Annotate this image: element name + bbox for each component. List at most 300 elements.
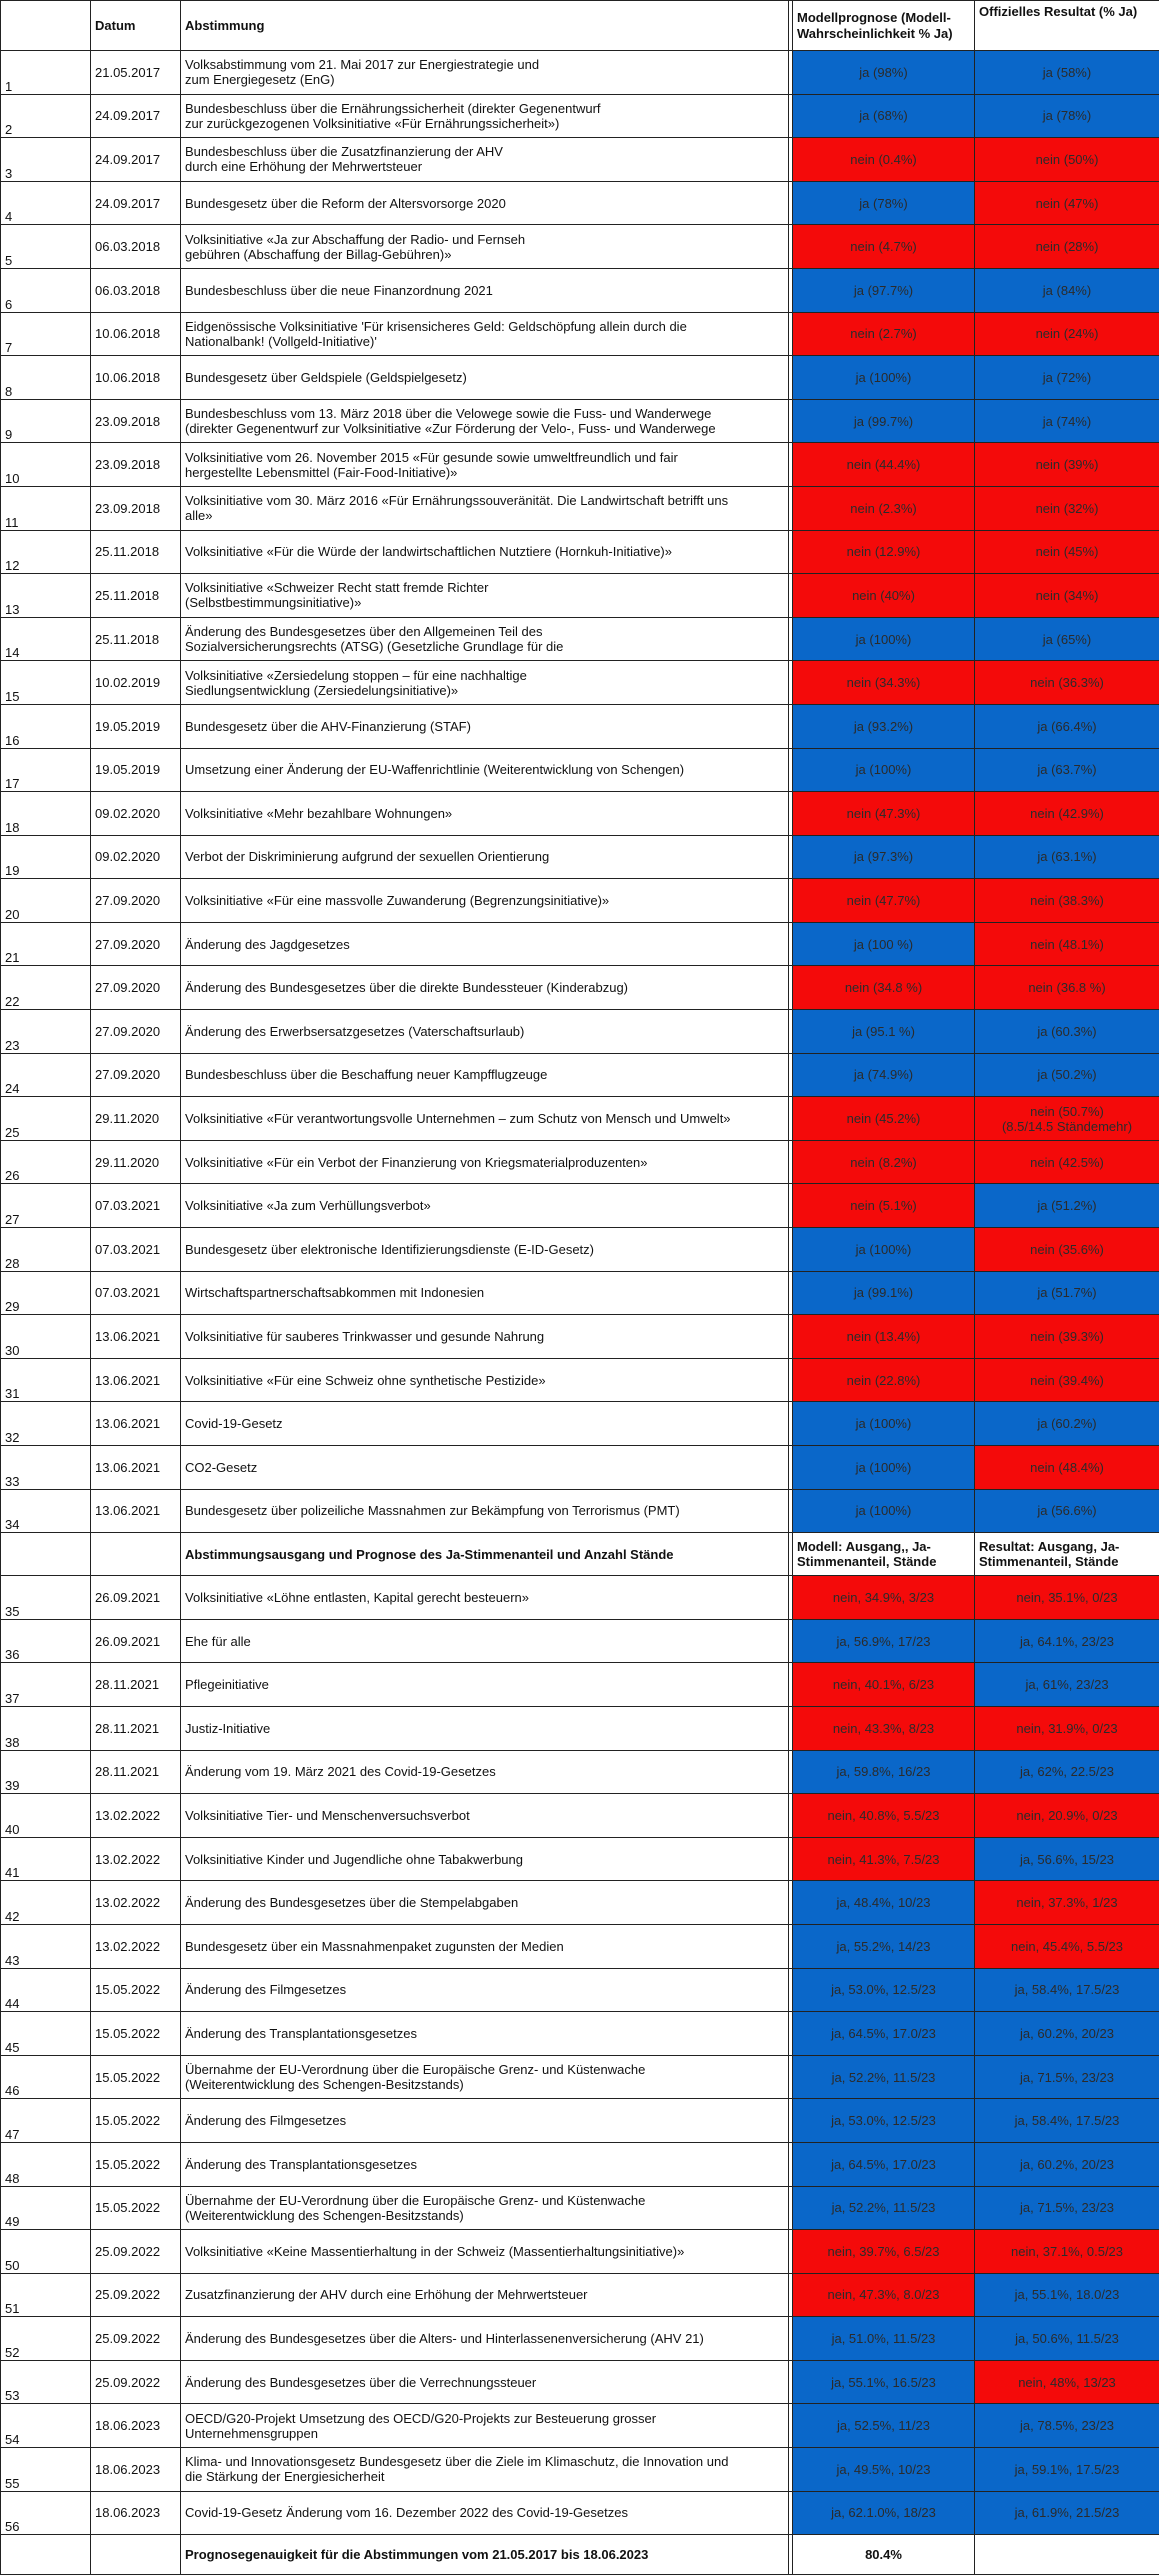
row-title: Volksinitiative «Für ein Verbot der Finanzierung von Kriegsmaterialproduzenten»: [181, 1140, 789, 1184]
row-date: 28.11.2021: [91, 1663, 181, 1707]
section-header-date: [91, 1533, 181, 1576]
table-row: [1, 1881, 1159, 1925]
footer-empty: [975, 2535, 1159, 2575]
table-row: [1, 1315, 1159, 1359]
row-title: Umsetzung einer Änderung der EU-Waffenrichtlinie (Weiterentwicklung von Schengen): [181, 748, 789, 792]
model-prediction: ja, 51.0%, 11.5/23: [793, 2317, 975, 2361]
row-date: 13.06.2021: [91, 1315, 181, 1359]
row-number: 12: [1, 530, 91, 574]
official-result: ja (51.7%): [975, 1271, 1159, 1315]
row-title: Volksinitiative «Für eine Schweiz ohne synthetische Pestizide»: [181, 1358, 789, 1402]
row-title: Änderung des Filmgesetzes: [181, 1968, 789, 2012]
header-resultat: Offizielles Resultat (% Ja): [975, 1, 1159, 51]
official-result: nein (47%): [975, 181, 1159, 225]
table-row: [1, 835, 1159, 879]
row-date: 10.06.2018: [91, 312, 181, 356]
model-prediction: nein (12.9%): [793, 530, 975, 574]
official-result: nein (24%): [975, 312, 1159, 356]
official-result: nein (48.1%): [975, 922, 1159, 966]
table-row: [1, 1968, 1159, 2012]
official-result: ja (60.3%): [975, 1010, 1159, 1054]
row-title: Volksinitiative «Ja zum Verhüllungsverbot»: [181, 1184, 789, 1228]
official-result: nein (35.6%): [975, 1228, 1159, 1272]
row-date: 26.09.2021: [91, 1619, 181, 1663]
model-prediction: ja, 48.4%, 10/23: [793, 1881, 975, 1925]
row-title: Bundesbeschluss vom 13. März 2018 über die Velowege sowie die Fuss- und Wanderwege (direkter Gegenentwurf zur Volksinitiative «Zur Förderung der Velo-, Fuss- und Wanderwege: [181, 399, 789, 443]
model-prediction: ja, 53.0%, 12.5/23: [793, 2099, 975, 2143]
row-number: 38: [1, 1706, 91, 1750]
row-number: 7: [1, 312, 91, 356]
official-result: nein, 37.3%, 1/23: [975, 1881, 1159, 1925]
row-number: 32: [1, 1402, 91, 1446]
model-prediction: ja (99.1%): [793, 1271, 975, 1315]
row-title: Volksabstimmung vom 21. Mai 2017 zur Energiestrategie und zum Energiegesetz (EnG): [181, 51, 789, 95]
official-result: ja, 60.2%, 20/23: [975, 2012, 1159, 2056]
row-date: 28.11.2021: [91, 1706, 181, 1750]
header-modellprognose: Modellprognose (Modell-Wahrscheinlichkeit % Ja): [793, 1, 975, 51]
table-row: [1, 2273, 1159, 2317]
row-date: 06.03.2018: [91, 268, 181, 312]
official-result: ja, 62%, 22.5/23: [975, 1750, 1159, 1794]
official-result: nein, 48%, 13/23: [975, 2360, 1159, 2404]
row-date: 27.09.2020: [91, 1053, 181, 1097]
row-date: 25.09.2022: [91, 2360, 181, 2404]
section-header-number: [1, 1533, 91, 1576]
row-date: 26.09.2021: [91, 1576, 181, 1620]
model-prediction: nein, 41.3%, 7.5/23: [793, 1837, 975, 1881]
row-date: 10.06.2018: [91, 356, 181, 400]
table-row: [1, 312, 1159, 356]
row-title: Bundesbeschluss über die Ernährungssicherheit (direkter Gegenentwurf zur zurückgezogenen Volksinitiative «Für Ernährungssicherheit»): [181, 94, 789, 138]
table-row: [1, 1053, 1159, 1097]
table-row: [1, 1576, 1159, 1620]
official-result: ja (72%): [975, 356, 1159, 400]
row-number: 19: [1, 835, 91, 879]
row-number: 27: [1, 1184, 91, 1228]
table-row: [1, 1097, 1159, 1141]
official-result: nein (48.4%): [975, 1446, 1159, 1490]
official-result: nein, 45.4%, 5.5/23: [975, 1924, 1159, 1968]
model-prediction: ja, 49.5%, 10/23: [793, 2448, 975, 2492]
header-abstimmung: Abstimmung: [181, 1, 789, 51]
table-row: [1, 356, 1159, 400]
table-row: [1, 617, 1159, 661]
official-result: ja, 61.9%, 21.5/23: [975, 2491, 1159, 2535]
header-datum: Datum: [91, 1, 181, 51]
official-result: nein, 37.1%, 0.5/23: [975, 2230, 1159, 2274]
table-row: [1, 922, 1159, 966]
row-title: Volksinitiative Tier- und Menschenversuchsverbot: [181, 1794, 789, 1838]
row-number: 30: [1, 1315, 91, 1359]
row-title: Änderung des Bundesgesetzes über den Allgemeinen Teil des Sozialversicherungsrechts (ATSG) (Gesetzliche Grundlage für die: [181, 617, 789, 661]
header-number-cell: [1, 1, 91, 51]
row-title: Zusatzfinanzierung der AHV durch eine Erhöhung der Mehrwertsteuer: [181, 2273, 789, 2317]
official-result: ja (58%): [975, 51, 1159, 95]
row-title: Änderung des Jagdgesetzes: [181, 922, 789, 966]
row-date: 13.06.2021: [91, 1358, 181, 1402]
model-prediction: ja (100%): [793, 356, 975, 400]
table-row: [1, 2142, 1159, 2186]
official-result: ja (84%): [975, 268, 1159, 312]
row-date: 25.09.2022: [91, 2317, 181, 2361]
row-date: 19.05.2019: [91, 748, 181, 792]
row-number: 5: [1, 225, 91, 269]
row-date: 21.05.2017: [91, 51, 181, 95]
row-number: 51: [1, 2273, 91, 2317]
footer-label: Prognosegenauigkeit für die Abstimmungen vom 21.05.2017 bis 18.06.2023: [181, 2535, 789, 2575]
official-result: ja, 71.5%, 23/23: [975, 2055, 1159, 2099]
row-title: Bundesbeschluss über die Beschaffung neuer Kampfflugzeuge: [181, 1053, 789, 1097]
model-prediction: nein (45.2%): [793, 1097, 975, 1141]
model-prediction: ja, 55.2%, 14/23: [793, 1924, 975, 1968]
model-prediction: ja (95.1 %): [793, 1010, 975, 1054]
row-number: 17: [1, 748, 91, 792]
model-prediction: nein (40%): [793, 574, 975, 618]
table-row: [1, 1706, 1159, 1750]
official-result: ja (63.1%): [975, 835, 1159, 879]
official-result: ja (50.2%): [975, 1053, 1159, 1097]
row-number: 15: [1, 661, 91, 705]
row-number: 4: [1, 181, 91, 225]
section-header-abstimmung: Abstimmungsausgang und Prognose des Ja-Stimmenanteil und Anzahl Stände: [181, 1533, 789, 1576]
row-number: 31: [1, 1358, 91, 1402]
row-title: Volksinitiative «Für die Würde der landwirtschaftlichen Nutztiere (Hornkuh-Initiative)»: [181, 530, 789, 574]
model-prediction: ja (74.9%): [793, 1053, 975, 1097]
model-prediction: ja (78%): [793, 181, 975, 225]
row-date: 24.09.2017: [91, 181, 181, 225]
table-row: [1, 661, 1159, 705]
model-prediction: nein (34.3%): [793, 661, 975, 705]
official-result: ja (65%): [975, 617, 1159, 661]
section-header-row: [1, 1533, 1159, 1576]
model-prediction: nein, 43.3%, 8/23: [793, 1706, 975, 1750]
official-result: nein, 35.1%, 0/23: [975, 1576, 1159, 1620]
row-title: Bundesgesetz über ein Massnahmenpaket zugunsten der Medien: [181, 1924, 789, 1968]
row-title: Bundesgesetz über Geldspiele (Geldspielgesetz): [181, 356, 789, 400]
table-row: [1, 1010, 1159, 1054]
row-title: Änderung des Bundesgesetzes über die Alters- und Hinterlassenenversicherung (AHV 21): [181, 2317, 789, 2361]
table-row: [1, 1924, 1159, 1968]
table-row: [1, 1228, 1159, 1272]
model-prediction: ja (100%): [793, 1489, 975, 1533]
row-title: Eidgenössische Volksinitiative 'Für krisensicheres Geld: Geldschöpfung allein durch die Nationalbank! (Vollgeld-Initiative)': [181, 312, 789, 356]
official-result: nein (45%): [975, 530, 1159, 574]
model-prediction: ja (98%): [793, 51, 975, 95]
row-date: 24.09.2017: [91, 138, 181, 182]
row-date: 25.09.2022: [91, 2230, 181, 2274]
row-date: 27.09.2020: [91, 879, 181, 923]
table-row: [1, 138, 1159, 182]
model-prediction: nein (2.7%): [793, 312, 975, 356]
table-row: [1, 2099, 1159, 2143]
model-prediction: ja, 56.9%, 17/23: [793, 1619, 975, 1663]
table-row: [1, 51, 1159, 95]
official-result: nein (42.5%): [975, 1140, 1159, 1184]
row-date: 27.09.2020: [91, 922, 181, 966]
row-date: 13.02.2022: [91, 1794, 181, 1838]
row-title: Bundesgesetz über elektronische Identifizierungsdienste (E-ID-Gesetz): [181, 1228, 789, 1272]
row-number: 40: [1, 1794, 91, 1838]
row-number: 28: [1, 1228, 91, 1272]
row-number: 8: [1, 356, 91, 400]
row-title: Übernahme der EU-Verordnung über die Europäische Grenz- und Küstenwache (Weiterentwicklung des Schengen-Besitzstands): [181, 2055, 789, 2099]
row-title: Änderung des Erwerbsersatzgesetzes (Vaterschaftsurlaub): [181, 1010, 789, 1054]
row-date: 29.11.2020: [91, 1140, 181, 1184]
row-number: 48: [1, 2142, 91, 2186]
row-date: 27.09.2020: [91, 1010, 181, 1054]
row-number: 43: [1, 1924, 91, 1968]
official-result: ja, 59.1%, 17.5/23: [975, 2448, 1159, 2492]
table-row: [1, 2491, 1159, 2535]
section-header-resultat: Resultat: Ausgang, Ja-Stimmenanteil, Stände: [975, 1533, 1159, 1576]
row-title: Volksinitiative «Keine Massentierhaltung in der Schweiz (Massentierhaltungsinitiative)»: [181, 2230, 789, 2274]
row-title: Justiz-Initiative: [181, 1706, 789, 1750]
row-title: Änderung des Bundesgesetzes über die Verrechnungssteuer: [181, 2360, 789, 2404]
row-number: 35: [1, 1576, 91, 1620]
table-header-row: [1, 1, 1159, 51]
table-row: [1, 2012, 1159, 2056]
model-prediction: nein (8.2%): [793, 1140, 975, 1184]
official-result: nein (32%): [975, 486, 1159, 530]
row-number: 24: [1, 1053, 91, 1097]
table-row: [1, 268, 1159, 312]
official-result: ja (56.6%): [975, 1489, 1159, 1533]
row-title: OECD/G20-Projekt Umsetzung des OECD/G20-Projekts zur Besteuerung grosser Unternehmensgruppen: [181, 2404, 789, 2448]
row-title: Volksinitiative vom 26. November 2015 «Für gesunde sowie umweltfreundlich und fair hergestellte Lebensmittel (Fair-Food-Initiative)»: [181, 443, 789, 487]
row-number: 23: [1, 1010, 91, 1054]
model-prediction: ja (97.7%): [793, 268, 975, 312]
official-result: ja, 58.4%, 17.5/23: [975, 2099, 1159, 2143]
row-date: 24.09.2017: [91, 94, 181, 138]
row-number: 9: [1, 399, 91, 443]
official-result: nein (36.8 %): [975, 966, 1159, 1010]
row-number: 29: [1, 1271, 91, 1315]
table-row: [1, 1140, 1159, 1184]
official-result: nein (39.4%): [975, 1358, 1159, 1402]
footer-date: [91, 2535, 181, 2575]
row-title: Volksinitiative «Schweizer Recht statt fremde Richter (Selbstbestimmungsinitiative)»: [181, 574, 789, 618]
row-date: 13.06.2021: [91, 1446, 181, 1490]
table-row: [1, 879, 1159, 923]
row-number: 46: [1, 2055, 91, 2099]
row-number: 39: [1, 1750, 91, 1794]
row-title: Volksinitiative «Ja zur Abschaffung der Radio- und Fernseh gebühren (Abschaffung der Billag-Gebühren)»: [181, 225, 789, 269]
official-result: nein (39.3%): [975, 1315, 1159, 1359]
table-row: [1, 704, 1159, 748]
row-title: Pflegeinitiative: [181, 1663, 789, 1707]
row-number: 53: [1, 2360, 91, 2404]
model-prediction: nein, 40.1%, 6/23: [793, 1663, 975, 1707]
official-result: ja (66.4%): [975, 704, 1159, 748]
official-result: ja, 60.2%, 20/23: [975, 2142, 1159, 2186]
table-row: [1, 1446, 1159, 1490]
model-prediction: ja (93.2%): [793, 704, 975, 748]
model-prediction: nein (2.3%): [793, 486, 975, 530]
row-number: 6: [1, 268, 91, 312]
model-prediction: ja, 52.2%, 11.5/23: [793, 2055, 975, 2099]
row-title: Volksinitiative vom 30. März 2016 «Für Ernährungssouveränität. Die Landwirtschaft betrifft uns alle»: [181, 486, 789, 530]
model-prediction: ja (100 %): [793, 922, 975, 966]
model-prediction: nein (22.8%): [793, 1358, 975, 1402]
official-result: nein (39%): [975, 443, 1159, 487]
model-prediction: nein (34.8 %): [793, 966, 975, 1010]
table-row: [1, 2317, 1159, 2361]
row-date: 15.05.2022: [91, 1968, 181, 2012]
row-date: 15.05.2022: [91, 2099, 181, 2143]
table-row: [1, 399, 1159, 443]
table-row: [1, 966, 1159, 1010]
row-date: 18.06.2023: [91, 2491, 181, 2535]
model-prediction: ja (100%): [793, 748, 975, 792]
row-title: Klima- und Innovationsgesetz Bundesgesetz über die Ziele im Klimaschutz, die Innovation und die Stärkung der Energiesicherheit: [181, 2448, 789, 2492]
table-row: [1, 2230, 1159, 2274]
row-number: 2: [1, 94, 91, 138]
model-prediction: nein (44.4%): [793, 443, 975, 487]
table-row: [1, 792, 1159, 836]
table-row: [1, 2448, 1159, 2492]
row-title: Covid-19-Gesetz Änderung vom 16. Dezember 2022 des Covid-19-Gesetzes: [181, 2491, 789, 2535]
table-row: [1, 1489, 1159, 1533]
table-row: [1, 94, 1159, 138]
row-number: 11: [1, 486, 91, 530]
row-number: 10: [1, 443, 91, 487]
row-date: 19.05.2019: [91, 704, 181, 748]
accuracy-footer-row: [1, 2535, 1159, 2575]
model-prediction: ja (100%): [793, 1446, 975, 1490]
model-prediction: nein (4.7%): [793, 225, 975, 269]
row-date: 09.02.2020: [91, 835, 181, 879]
row-number: 36: [1, 1619, 91, 1663]
row-date: 13.06.2021: [91, 1489, 181, 1533]
row-number: 26: [1, 1140, 91, 1184]
row-date: 25.09.2022: [91, 2273, 181, 2317]
row-title: Ehe für alle: [181, 1619, 789, 1663]
row-date: 15.05.2022: [91, 2012, 181, 2056]
official-result: ja, 71.5%, 23/23: [975, 2186, 1159, 2230]
table-row: [1, 530, 1159, 574]
row-number: 16: [1, 704, 91, 748]
model-prediction: nein (5.1%): [793, 1184, 975, 1228]
row-title: Volksinitiative «Für verantwortungsvolle Unternehmen – zum Schutz von Mensch und Umwelt»: [181, 1097, 789, 1141]
official-result: ja (63.7%): [975, 748, 1159, 792]
row-date: 13.06.2021: [91, 1402, 181, 1446]
table-row: [1, 486, 1159, 530]
model-prediction: nein, 40.8%, 5.5/23: [793, 1794, 975, 1838]
official-result: ja, 78.5%, 23/23: [975, 2404, 1159, 2448]
official-result: nein (34%): [975, 574, 1159, 618]
row-title: Volksinitiative Kinder und Jugendliche ohne Tabakwerbung: [181, 1837, 789, 1881]
row-title: Änderung des Bundesgesetzes über die direkte Bundessteuer (Kinderabzug): [181, 966, 789, 1010]
table-row: [1, 1619, 1159, 1663]
row-title: Volksinitiative für sauberes Trinkwasser und gesunde Nahrung: [181, 1315, 789, 1359]
row-date: 07.03.2021: [91, 1228, 181, 1272]
model-prediction: ja, 53.0%, 12.5/23: [793, 1968, 975, 2012]
official-result: ja (74%): [975, 399, 1159, 443]
table-row: [1, 2360, 1159, 2404]
row-title: Bundesgesetz über die AHV-Finanzierung (STAF): [181, 704, 789, 748]
row-date: 15.05.2022: [91, 2142, 181, 2186]
row-date: 07.03.2021: [91, 1184, 181, 1228]
row-number: 49: [1, 2186, 91, 2230]
row-title: Bundesgesetz über polizeiliche Massnahmen zur Bekämpfung von Terrorismus (PMT): [181, 1489, 789, 1533]
official-result: ja (78%): [975, 94, 1159, 138]
official-result: ja, 50.6%, 11.5/23: [975, 2317, 1159, 2361]
row-date: 28.11.2021: [91, 1750, 181, 1794]
row-date: 09.02.2020: [91, 792, 181, 836]
row-number: 21: [1, 922, 91, 966]
row-number: 54: [1, 2404, 91, 2448]
model-prediction: nein (0.4%): [793, 138, 975, 182]
table-row: [1, 1184, 1159, 1228]
model-prediction: ja, 64.5%, 17.0/23: [793, 2142, 975, 2186]
model-prediction: nein, 34.9%, 3/23: [793, 1576, 975, 1620]
model-prediction: ja (97.3%): [793, 835, 975, 879]
official-result: ja (51.2%): [975, 1184, 1159, 1228]
table-row: [1, 1794, 1159, 1838]
model-prediction: ja, 52.2%, 11.5/23: [793, 2186, 975, 2230]
row-date: 13.02.2022: [91, 1924, 181, 1968]
row-date: 06.03.2018: [91, 225, 181, 269]
row-title: Änderung des Transplantationsgesetzes: [181, 2012, 789, 2056]
table-row: [1, 225, 1159, 269]
row-number: 55: [1, 2448, 91, 2492]
official-result: ja, 58.4%, 17.5/23: [975, 1968, 1159, 2012]
row-date: 25.11.2018: [91, 617, 181, 661]
official-result: nein (36.3%): [975, 661, 1159, 705]
row-date: 25.11.2018: [91, 574, 181, 618]
row-title: Bundesbeschluss über die Zusatzfinanzierung der AHV durch eine Erhöhung der Mehrwertsteuer: [181, 138, 789, 182]
row-number: 41: [1, 1837, 91, 1881]
row-number: 34: [1, 1489, 91, 1533]
table-row: [1, 1402, 1159, 1446]
row-number: 18: [1, 792, 91, 836]
model-prediction: nein (13.4%): [793, 1315, 975, 1359]
row-number: 20: [1, 879, 91, 923]
row-number: 22: [1, 966, 91, 1010]
row-date: 15.05.2022: [91, 2055, 181, 2099]
model-prediction: ja (100%): [793, 617, 975, 661]
table-row: [1, 443, 1159, 487]
model-prediction: nein (47.7%): [793, 879, 975, 923]
table-row: [1, 181, 1159, 225]
table-row: [1, 1837, 1159, 1881]
model-prediction: ja (68%): [793, 94, 975, 138]
table-row: [1, 748, 1159, 792]
row-number: 3: [1, 138, 91, 182]
row-title: Wirtschaftspartnerschaftsabkommen mit Indonesien: [181, 1271, 789, 1315]
official-result: nein, 31.9%, 0/23: [975, 1706, 1159, 1750]
row-date: 23.09.2018: [91, 486, 181, 530]
model-prediction: ja (100%): [793, 1402, 975, 1446]
footer-accuracy-value: 80.4%: [793, 2535, 975, 2575]
model-prediction: ja, 55.1%, 16.5/23: [793, 2360, 975, 2404]
official-result: ja, 56.6%, 15/23: [975, 1837, 1159, 1881]
row-date: 23.09.2018: [91, 443, 181, 487]
row-number: 45: [1, 2012, 91, 2056]
row-title: Volksinitiative «Zersiedelung stoppen – für eine nachhaltige Siedlungsentwicklung (Zersiedelungsinitiative)»: [181, 661, 789, 705]
row-number: 13: [1, 574, 91, 618]
official-result: nein (50%): [975, 138, 1159, 182]
model-prediction: ja, 59.8%, 16/23: [793, 1750, 975, 1794]
model-prediction: ja, 64.5%, 17.0/23: [793, 2012, 975, 2056]
official-result: nein (50.7%) (8.5/14.5 Ständemehr): [975, 1097, 1159, 1141]
row-title: Übernahme der EU-Verordnung über die Europäische Grenz- und Küstenwache (Weiterentwicklung des Schengen-Besitzstands): [181, 2186, 789, 2230]
table-row: [1, 1663, 1159, 1707]
row-title: Volksinitiative «Mehr bezahlbare Wohnungen»: [181, 792, 789, 836]
row-title: Bundesgesetz über die Reform der Altersvorsorge 2020: [181, 181, 789, 225]
footer-number: [1, 2535, 91, 2575]
official-result: nein, 20.9%, 0/23: [975, 1794, 1159, 1838]
